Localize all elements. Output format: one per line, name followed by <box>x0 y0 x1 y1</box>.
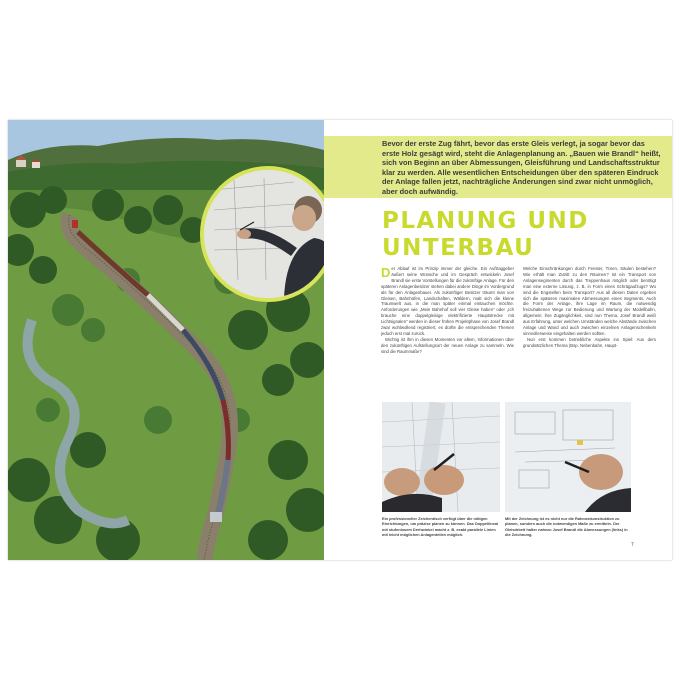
page-number: 7 <box>631 542 634 548</box>
drafting-table-photo <box>382 402 500 512</box>
body-paragraph: er Ablauf ist im Prinzip immer der gleiche. Ein Auftraggeber äußert seine Wünsche und im Gespräch entwickeln Josef Brandl sie erste Vorstellungen für die zukünftige Anlage. Für den späteren Anlagenbesitzer stehen dabei andere Dinge im Vordergrund als für den Anlagenbauer. Als zukünftiger Besitzer träumt man von Gleisen, Bahnhöfen, Landschaften, Wäldern, malt sich die kleine Traumwelt aus, in die man später einmal eintauchen möchte. Anforderungen wie „Mein Bahnhof soll vier Gleise haben“ oder „Ich brauche eine doppelgleisige elektrifizierte Hauptstrecke mit Lichtsignalen“ werden in dieser frühen Projektphase von Josef Brandl zwar wohlwollend registriert, es dürfte die entsprechenden Themen jedoch erst mal zurück. <box>381 266 514 336</box>
title-line-1: PLANUNG UND <box>382 208 589 234</box>
article-title <box>382 208 662 262</box>
planner-drawing-image <box>204 170 324 298</box>
photo-caption-1: Ein professioneller Zeichentisch verfügt über die nötigen Einrichtungen, um präzise planen zu können. Das Doppellineal mit stufenlosem Drehwinkel macht z. B. exakt parallele Linien mit leicht möglichen Anlagenteilen möglich. <box>382 516 499 538</box>
writing-on-plan-image <box>505 402 631 512</box>
body-paragraph: Nun erst kommen betriebliche Aspekte ins Spiel: Aus dem grundsätzlichen Thema (Bsp. Nebenbahn, Haupt- <box>523 336 656 348</box>
inset-planning-photo <box>200 166 324 302</box>
plan-drawing-photo <box>505 402 631 512</box>
layout-photo <box>8 120 324 560</box>
drafting-hands-image <box>382 402 500 512</box>
title-line-2: UNTERBAU <box>382 235 535 261</box>
body-paragraph: Welche Einschränkungen durch Fenster, Türen, Säulen bestehen? Wie erhält man Zutritt zu den Räumen? Ist ein Transport von Anlagensegmenten durch das Treppenhaus möglich oder benötigt man eine externe Lösung, z. B. in Form eines Schrägaufzugs? Wo sind die Engstellen beim Transport? Aus all diesen Daten ergeben sich die späteren maximalen Abmessungen eines Segments, Auch die Form der Anlage, ihre Lage im Raum, die notwendig freizuhaltenen Wege zur Bedienung und Wartung der Modellbahn, allgemein: ihre Zugänglichkeit, sind nun Thema. Josef Brandl weiß aus Erfahrung, unter welchen Umständen welche Abstände zwischen Anlage und Wand und auch zwischen einzelnen Anlagenschenkeln sinnvollerweise eingehalten werden sollten. <box>523 266 656 336</box>
intro-text: Bevor der erste Zug fährt, bevor das erste Gleis verlegt, ja sogar bevor das erste Holz gesägt wird, steht die Anlagenplanung an. „Bauen wie Brandl“ heißt, sich von Beginn an über Abmessungen, Gleisführung und Landschaftsstruktur klar zu werden. Alle wesentlichen Entscheidungen über den späteren Eindruck der Anlage fallen jetzt, nachträgliche Änderungen sind zwar nicht unmöglich, aber doch aufwändig. <box>382 139 661 196</box>
text-page <box>324 120 672 560</box>
intro-box <box>324 136 672 198</box>
magazine-spread <box>8 120 672 560</box>
body-column-2 <box>523 266 656 349</box>
photo-caption-2: Mit der Zeichnung ist es nicht nur die Rahmenkonstruktion zu planen, sondern auch die notwendigen Maße zu ermitteln. Der Gleisdrbeit halter nahezu Josef Brandl die Abmessungen (links) in die Zeichnung. <box>505 516 628 538</box>
body-column-1 <box>381 266 514 355</box>
drop-cap: D <box>381 265 391 280</box>
body-paragraph: Wichtig ist ihm in diesen Momenten vor allem, Informationen über den zukünftigen Aufstellungsort der neuen Anlage zu sammeln. Wie sind die Raummaße? <box>381 336 514 354</box>
